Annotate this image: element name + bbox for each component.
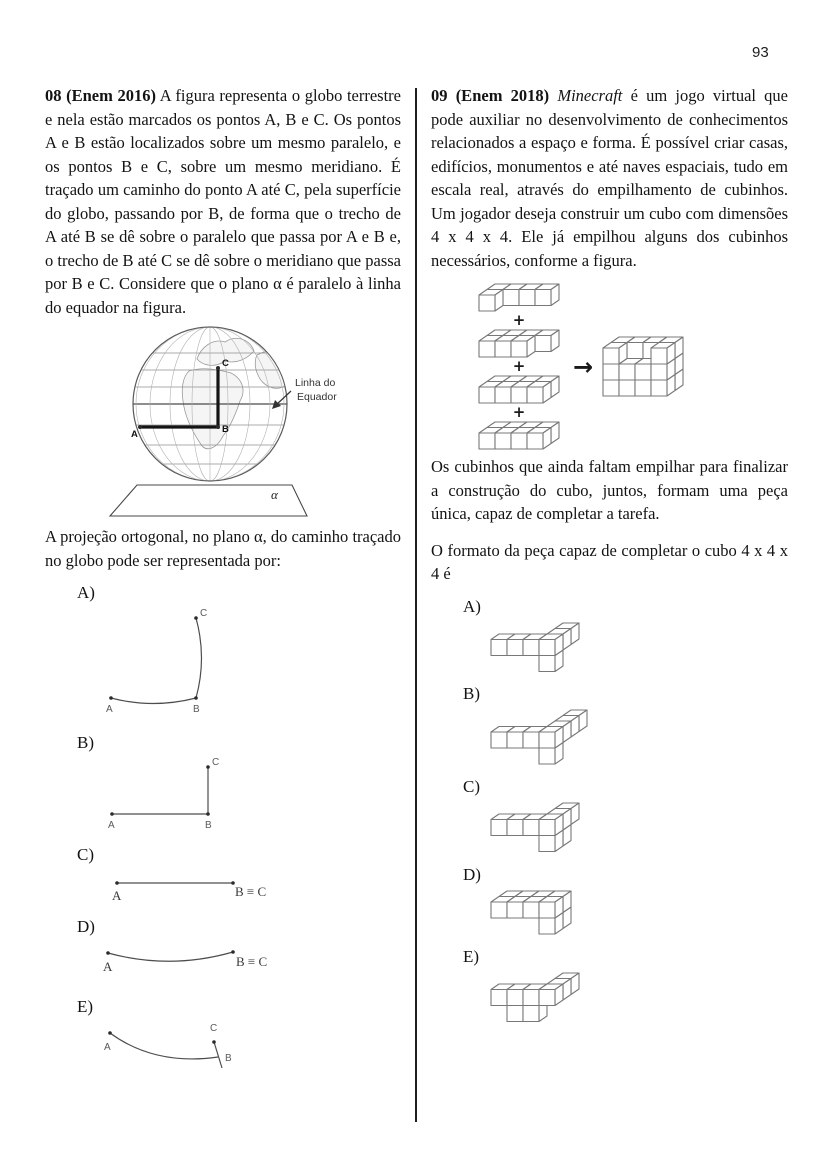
point-a-label: A (104, 1042, 111, 1053)
q09-option-a-figure (489, 621, 581, 674)
q08-option-e-figure (85, 1018, 285, 1086)
point-bc-label: B ≡ C (235, 884, 267, 899)
point-a-label: A (112, 888, 122, 903)
q09-option-a (431, 595, 788, 674)
layer-2-figure (477, 328, 561, 359)
q08-option-a (45, 581, 401, 722)
q09-option-a-label: A) (463, 596, 481, 616)
question-09-game-title: Minecraft (557, 86, 623, 105)
plus-sign: + (512, 311, 526, 329)
question-09-column (431, 84, 788, 1025)
q09-option-c-label: C) (463, 777, 480, 796)
equator-label-line1: Linha do (295, 377, 336, 389)
q08-option-a-figure (85, 604, 265, 722)
point-bc-label: B ≡ C (236, 954, 268, 969)
question-09-heading: 09 (Enem 2018) (431, 86, 550, 105)
plane-alpha-label: α (271, 487, 278, 502)
question-09-prompt: O formato da peça capaz de completar o cubo 4 x 4 x 4 é (431, 540, 788, 583)
question-08-statement (45, 84, 401, 319)
q08-option-b (45, 731, 401, 834)
point-c-label: C (212, 757, 220, 768)
q08-option-d-label: D) (77, 917, 95, 936)
q09-option-b-label: B) (463, 684, 480, 703)
q09-option-e (431, 945, 788, 1024)
q09-option-d (431, 863, 788, 936)
point-a-label: A (106, 704, 113, 715)
assembled-cube-figure (601, 335, 685, 398)
globe-point-b-label: B (222, 424, 229, 435)
arrow-right-icon: → (573, 352, 594, 381)
point-c-label: C (210, 1023, 218, 1034)
question-08-column (45, 84, 401, 1086)
question-08-heading: 08 (Enem 2016) (45, 86, 157, 105)
point-a-label: A (103, 959, 113, 974)
question-08-prompt: A projeção ortogonal, no plano α, do caminho traçado no globo pode ser representada por: (45, 527, 401, 570)
question-09-statement (431, 84, 788, 272)
equator-label-line2: Equador (297, 391, 337, 403)
point-a-label: A (108, 820, 115, 831)
layer-1-figure (477, 282, 561, 313)
q09-option-d-figure (489, 889, 573, 936)
q09-option-b (431, 682, 788, 766)
q09-option-c-figure (489, 801, 581, 854)
plus-sign: + (512, 403, 526, 421)
layer-3-figure (477, 374, 561, 405)
q09-option-e-label: E) (463, 946, 480, 966)
q09-option-d-label: D) (463, 864, 481, 884)
q08-option-d-figure (85, 938, 285, 986)
question-09-body: é um jogo virtual que pode auxiliar no desenvolvimento de conhecimentos relacionados a espaço e forma. É possível criar casas, edifícios, monumentos e até naves espaciais, tudo em escala real, através do empilhamento de cubinhos. Um jogador deseja construir um cubo com dimensões 4 x 4 x 4. Ele já empilhou alguns dos cubinhos necessários, conforme a figura. (431, 86, 788, 270)
globe-point-c-label: C (222, 358, 229, 369)
question-08-body: A figura representa o globo terrestre e nela estão marcados os pontos A, B e C. Os pontos A e B estão localizados sobre um mesmo paralelo, e os pontos B e C, sobre um mesmo meridiano. É traçado um caminho do ponto A até C, pela superfície do globo, passando por B, de forma que o trecho de A até B se dê sobre o paralelo que passa por A e B e, o trecho de B até C se dê sobre o meridiano que passa por B e C. Considere que o plano α é paralelo à linha do equador na figura. (45, 86, 401, 317)
q09-option-e-figure (489, 971, 581, 1024)
point-c-label: C (200, 608, 208, 619)
q08-option-c (45, 843, 401, 906)
point-b-label: B (225, 1053, 232, 1064)
page-number: 93 (752, 44, 769, 61)
point-b-label: B (205, 820, 212, 831)
plus-sign: + (512, 357, 526, 375)
q09-option-b-figure (489, 708, 589, 766)
q08-option-e (45, 995, 401, 1086)
layer-stack (477, 282, 561, 451)
column-divider (415, 88, 417, 1122)
q08-option-b-figure (85, 754, 265, 834)
globe-point-a-label: A (131, 429, 138, 440)
question-09-para2: Os cubinhos que ainda faltam empilhar para finalizar a construção do cubo, juntos, formam uma peça única, capaz de completar a tarefa. (431, 457, 788, 523)
q08-option-a-label: A) (77, 583, 95, 602)
q08-option-e-label: E) (77, 997, 94, 1016)
q08-option-b-label: B) (77, 733, 94, 752)
q09-option-c (431, 775, 788, 854)
globe-figure (85, 325, 347, 523)
q08-option-c-label: C) (77, 845, 94, 864)
layer-4-figure (477, 420, 561, 451)
minecraft-figure (477, 282, 788, 451)
point-b-label: B (193, 704, 200, 715)
q08-option-d (45, 915, 401, 986)
q08-option-c-figure (85, 866, 285, 906)
